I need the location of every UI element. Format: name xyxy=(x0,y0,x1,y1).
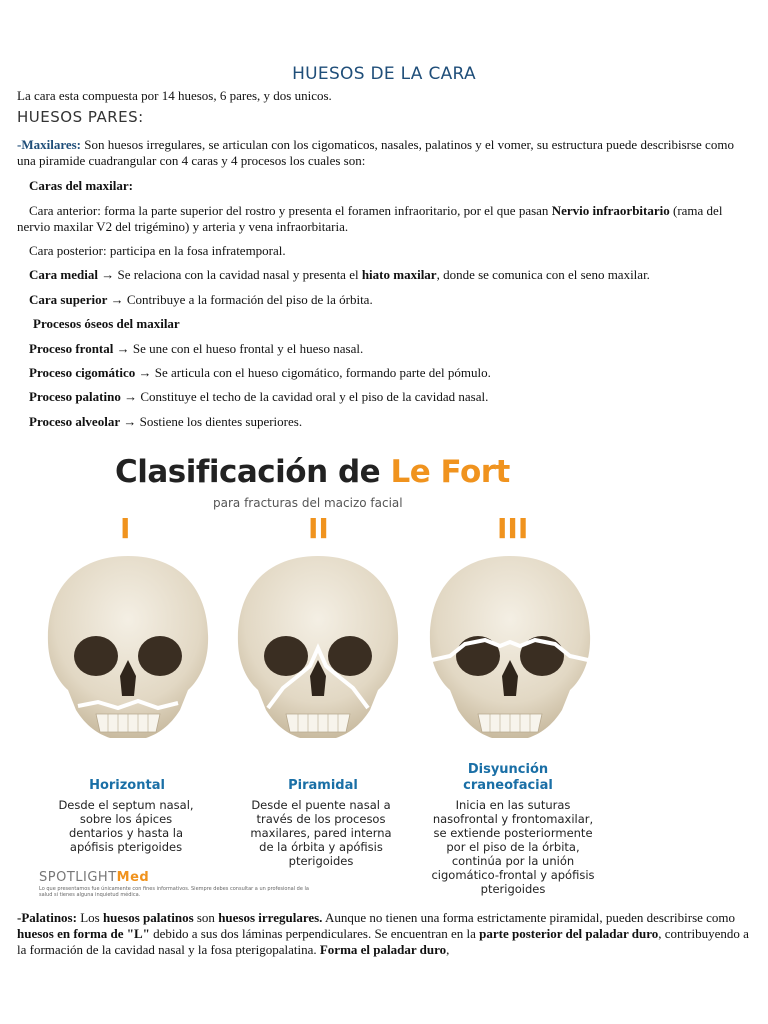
arrow-icon: → xyxy=(120,389,141,404)
arrow-icon: → xyxy=(120,414,140,429)
cara-medial-text: Se relaciona con la cavidad nasal y presenta el xyxy=(117,267,362,282)
type-label-horizontal: Horizontal xyxy=(89,778,165,793)
text-run: , contribuyendo a la formación de la cavidad nasal y la fosa pterigopalatina. xyxy=(17,926,749,957)
arrow-icon: → xyxy=(107,292,127,307)
desc-line: Desde el septum nasal, xyxy=(58,798,194,812)
text-run: Aunque no tienen una forma estrictamente piramidal, pueden describirse como xyxy=(322,910,736,925)
maxilares-lead: -Maxilares: xyxy=(17,137,82,152)
text-run: son xyxy=(193,910,219,925)
type-label-disyuncion: Disyunción craneofacial xyxy=(463,762,553,793)
arrow-icon: → xyxy=(113,341,133,356)
bold-run: huesos en forma de "L" xyxy=(17,926,150,941)
cara-anterior-paragraph xyxy=(17,203,751,235)
proceso-label: Proceso frontal xyxy=(29,341,114,356)
palatinos-lead: -Palatinos: xyxy=(17,910,77,925)
palatinos-paragraph xyxy=(17,910,751,958)
procesos-heading: Procesos óseos del maxilar xyxy=(33,316,180,331)
intro-paragraph: La cara esta compuesta por 14 huesos, 6 pares, y dos unicos. xyxy=(17,88,332,103)
text-run: debido a sus dos láminas perpendiculares. Se encuentran en la xyxy=(149,926,480,941)
desc-line: Inicia en las suturas xyxy=(455,798,571,812)
figure-title xyxy=(115,454,510,490)
page-title: HUESOS DE LA CARA xyxy=(292,64,476,84)
desc-line: maxilares, pared interna xyxy=(250,826,392,840)
nervio-infraorbitario: Nervio infraorbitario xyxy=(551,203,670,218)
desc-line: cigomático-frontal y apófisis xyxy=(431,868,595,882)
type-desc-disyuncion xyxy=(418,798,608,896)
cara-medial-text-end: , donde se comunica con el seno maxilar. xyxy=(436,267,650,282)
type-label-piramidal: Piramidal xyxy=(288,778,358,793)
skull-piramidal-image xyxy=(228,548,408,768)
proceso-label: Proceso palatino xyxy=(29,389,121,404)
desc-line: por el piso de la órbita, xyxy=(446,840,580,854)
desc-line: apófisis pterigoides xyxy=(69,840,183,854)
skull-horizontal-image xyxy=(38,548,218,768)
figure-subtitle: para fracturas del macizo facial xyxy=(213,496,403,510)
desc-line: Desde el puente nasal a xyxy=(251,798,391,812)
proceso-item xyxy=(29,341,751,357)
figure-title-main: Clasificación de xyxy=(115,454,391,490)
bold-run: huesos palatinos xyxy=(102,910,194,925)
desc-line: se extiende posteriormente xyxy=(433,826,593,840)
proceso-text: Constituye el techo de la cavidad oral y el piso de la cavidad nasal. xyxy=(140,389,489,404)
proceso-text: Sostiene los dientes superiores. xyxy=(139,414,303,429)
desc-line: nasofrontal y frontomaxilar, xyxy=(432,812,594,826)
cara-medial-paragraph xyxy=(29,267,751,283)
cara-anterior-text-end: (rama del nervio maxilar V2 del trigémino) y arteria y vena infraorbitaria. xyxy=(17,203,723,234)
cara-superior-label: Cara superior xyxy=(29,292,108,307)
desc-line: pterigoides xyxy=(480,882,546,896)
logo-text: SPOTLIGHT xyxy=(39,870,117,885)
logo-accent: Med xyxy=(116,870,150,885)
desc-line: de la órbita y apófisis xyxy=(259,840,383,854)
proceso-text: Se une con el hueso frontal y el hueso nasal. xyxy=(132,341,364,356)
le-fort-figure xyxy=(30,440,630,900)
type-desc-horizontal xyxy=(38,798,214,854)
maxilares-text: Son huesos irregulares, se articulan con los cigomaticos, nasales, palatinos y el vomer, su estructura puede describisrse como una piramide cuadrangular con 4 caras y 4 procesos los cuales son: xyxy=(17,137,734,168)
maxilares-paragraph xyxy=(17,137,751,169)
desc-line: través de los procesos xyxy=(256,812,386,826)
text-run: Los xyxy=(76,910,103,925)
figure-title-accent: Le Fort xyxy=(390,454,510,490)
desc-line: continúa por la unión xyxy=(451,854,575,868)
bold-run: huesos irregulares. xyxy=(218,910,323,925)
proceso-label: Proceso alveolar xyxy=(29,414,121,429)
bold-run: parte posterior del paladar duro xyxy=(479,926,659,941)
section-heading-pares: HUESOS PARES: xyxy=(17,108,144,126)
cara-posterior-paragraph: Cara posterior: participa en la fosa infratemporal. xyxy=(29,243,286,258)
numeral-1: I xyxy=(120,512,131,545)
hiato-maxilar: hiato maxilar xyxy=(361,267,437,282)
desc-line: dentarios y hasta la xyxy=(68,826,184,840)
type-desc-piramidal xyxy=(230,798,412,868)
text-run: , xyxy=(446,942,450,957)
fine-print: Lo que presentamos fue únicamente con fines informativos. Siempre debes consultar a un profesional de la salud si tienes alguna inquietud médica. xyxy=(39,886,309,898)
proceso-label: Proceso cigomático xyxy=(29,365,136,380)
caras-heading: Caras del maxilar: xyxy=(29,178,133,193)
arrow-icon: → xyxy=(135,365,155,380)
cara-superior-paragraph xyxy=(29,292,751,308)
cara-superior-text: Contribuye a la formación del piso de la órbita. xyxy=(126,292,373,307)
cara-anterior-text: Cara anterior: forma la parte superior del rostro y presenta el foramen infraoritario, por el que pasan xyxy=(29,203,552,218)
numeral-2: II xyxy=(308,512,329,545)
bold-run: Forma el paladar duro xyxy=(319,942,447,957)
proceso-item xyxy=(29,414,751,430)
arrow-icon: → xyxy=(97,267,118,282)
skull-disyuncion-image xyxy=(420,548,600,768)
proceso-text: Se articula con el hueso cigomático, formando parte del pómulo. xyxy=(154,365,491,380)
desc-line: pterigoides xyxy=(288,854,354,868)
numeral-3: III xyxy=(497,512,529,545)
proceso-item xyxy=(29,389,751,405)
proceso-item xyxy=(29,365,751,381)
desc-line: sobre los ápices xyxy=(79,812,173,826)
cara-medial-label: Cara medial xyxy=(29,267,98,282)
spotlightmed-logo xyxy=(39,870,149,885)
